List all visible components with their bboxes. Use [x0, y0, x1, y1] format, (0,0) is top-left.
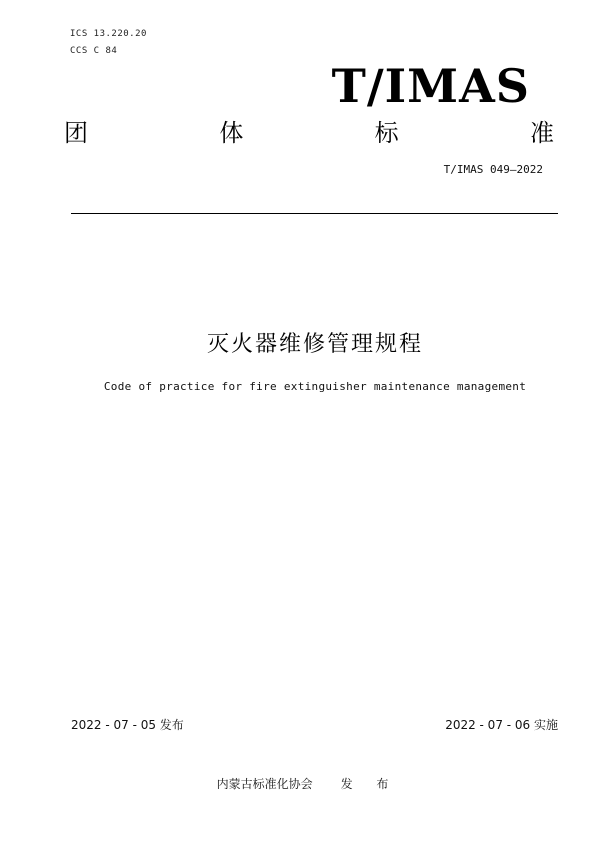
- standard-type-char: 标: [374, 118, 399, 147]
- ics-code: ICS 13.220.20: [70, 29, 147, 39]
- issue-date: 2022 - 07 - 05 发布: [71, 718, 184, 732]
- chinese-title: 灭火器维修管理规程: [206, 332, 423, 357]
- publisher-line: [0, 775, 600, 792]
- implementation-date: 2022 - 07 - 06 实施: [445, 718, 558, 732]
- english-title: Code of practice for fire extinguisher maintenance management: [103, 380, 527, 393]
- publisher-name: 内蒙古标准化协会: [216, 777, 313, 791]
- standard-logo: T/IMAS: [331, 59, 530, 113]
- standard-type-char: 体: [219, 118, 244, 147]
- standard-number: T/IMAS 049—2022: [443, 163, 543, 176]
- header-divider: [71, 213, 558, 214]
- publish-label: 发 布: [340, 777, 399, 791]
- ccs-code: CCS C 84: [70, 46, 118, 56]
- standard-type-char: 团: [64, 118, 88, 147]
- standard-type-heading: [64, 112, 554, 148]
- standard-type-char: 准: [529, 118, 554, 147]
